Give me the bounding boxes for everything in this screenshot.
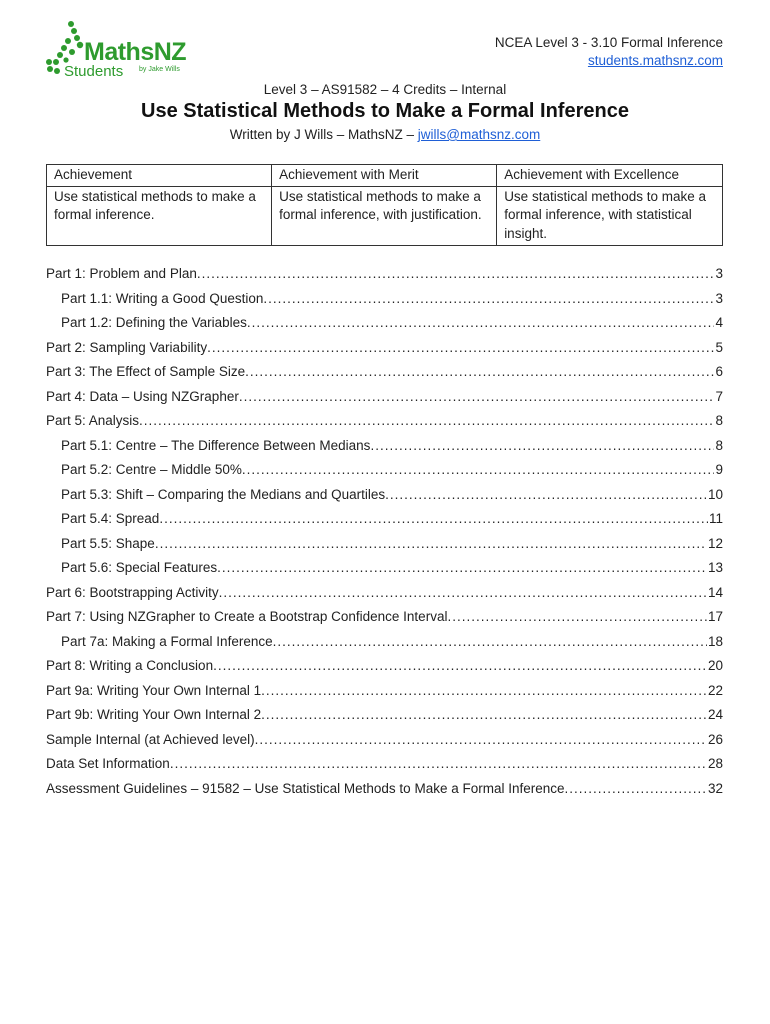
- toc-page: 24: [707, 707, 723, 722]
- toc-entry[interactable]: [46, 752, 723, 777]
- achievement-criteria-row: [47, 186, 723, 246]
- toc-leader: [385, 483, 707, 508]
- toc-page: 11: [708, 511, 723, 526]
- toc-page: 17: [707, 609, 723, 624]
- toc-leader: [139, 409, 714, 434]
- toc-label: Assessment Guidelines – 91582 – Use Statistical Methods to Make a Formal Inference: [46, 780, 565, 796]
- toc-leader: [159, 507, 708, 532]
- toc-page: 7: [715, 388, 723, 404]
- toc-leader: [170, 752, 707, 777]
- toc-page: 8: [715, 413, 723, 428]
- toc-label: Part 1.2: Defining the Variables: [61, 315, 247, 330]
- toc-label: Part 2: Sampling Variability: [46, 339, 208, 355]
- toc-label: Part 4: Data – Using NZGrapher: [46, 388, 239, 404]
- toc-page: 12: [707, 535, 723, 551]
- toc-entry[interactable]: [46, 262, 723, 287]
- standard-subtitle: Level 3 – AS91582 – 4 Credits – Internal: [263, 82, 507, 97]
- toc-leader: [245, 360, 714, 385]
- toc-page: 28: [707, 756, 723, 771]
- logo-brand: MathsNZ: [84, 38, 187, 66]
- toc-page: 3: [715, 266, 723, 281]
- logo-students: Students: [64, 63, 124, 80]
- toc-entry[interactable]: [46, 581, 723, 606]
- toc-label: Part 1.1: Writing a Good Question: [61, 290, 264, 306]
- toc-label: Part 5.6: Special Features: [61, 560, 218, 575]
- toc-entry[interactable]: [46, 654, 723, 679]
- toc-entry[interactable]: [46, 556, 723, 581]
- toc-leader: [263, 287, 714, 312]
- site-link[interactable]: students.mathsnz.com: [587, 53, 723, 68]
- toc-label: Sample Internal (at Achieved level): [46, 731, 255, 747]
- page-header: [495, 34, 723, 70]
- toc-entry[interactable]: [46, 458, 723, 483]
- toc-leader: [273, 630, 707, 655]
- toc-page: 5: [715, 339, 723, 355]
- toc-label: Part 6: Bootstrapping Activity: [46, 584, 219, 600]
- toc-page: 9: [715, 462, 723, 477]
- header-achievement: Achievement: [47, 165, 272, 187]
- toc-label: Part 8: Writing a Conclusion: [46, 658, 214, 673]
- toc-label: Part 9b: Writing Your Own Internal 2: [46, 707, 262, 722]
- toc-leader: [370, 434, 714, 459]
- toc-leader: [219, 581, 707, 606]
- toc-page: 8: [715, 437, 723, 453]
- toc-entry[interactable]: [46, 385, 723, 410]
- toc-entry[interactable]: [46, 728, 723, 753]
- table-of-contents: [46, 262, 723, 801]
- logo-byline: by Jake Wills: [139, 66, 180, 73]
- toc-label: Part 5: Analysis: [46, 413, 140, 428]
- toc-leader: [255, 728, 707, 753]
- toc-leader: [447, 605, 707, 630]
- toc-label: Data Set Information: [46, 756, 170, 771]
- mathsnz-logo: [44, 20, 204, 82]
- toc-entry[interactable]: [46, 336, 723, 361]
- toc-entry[interactable]: [46, 409, 723, 434]
- document-title: Use Statistical Methods to Make a Formal Inference: [141, 100, 629, 122]
- toc-leader: [155, 532, 707, 557]
- achievement-table: [46, 164, 723, 246]
- toc-entry[interactable]: [46, 703, 723, 728]
- toc-label: Part 5.1: Centre – The Difference Between Medians: [61, 437, 371, 453]
- header-merit: Achievement with Merit: [272, 165, 497, 187]
- toc-leader: [261, 679, 707, 704]
- criteria-merit: Use statistical methods to make a formal inference, with justification.: [272, 186, 497, 246]
- toc-page: 6: [715, 364, 723, 379]
- toc-leader: [197, 262, 715, 287]
- author-email-link[interactable]: jwills@mathsnz.com: [417, 127, 541, 142]
- toc-label: Part 7: Using NZGrapher to Create a Bootstrap Confidence Interval: [46, 609, 448, 624]
- toc-page: 3: [715, 290, 723, 306]
- toc-label: Part 5.3: Shift – Comparing the Medians and Quartiles: [61, 486, 386, 502]
- achievement-header-row: [47, 165, 723, 187]
- criteria-excellence: Use statistical methods to make a formal inference, with statistical insight.: [497, 186, 723, 246]
- toc-leader: [242, 458, 715, 483]
- toc-entry[interactable]: [46, 507, 723, 532]
- toc-entry[interactable]: [46, 434, 723, 459]
- toc-label: Part 3: The Effect of Sample Size: [46, 364, 246, 379]
- toc-entry[interactable]: [46, 287, 723, 312]
- toc-page: 26: [707, 731, 723, 747]
- toc-page: 13: [707, 560, 723, 575]
- toc-entry[interactable]: [46, 532, 723, 557]
- toc-leader: [239, 385, 715, 410]
- toc-entry[interactable]: [46, 605, 723, 630]
- toc-page: 14: [707, 584, 723, 600]
- toc-entry[interactable]: [46, 630, 723, 655]
- toc-leader: [213, 654, 707, 679]
- toc-label: Part 1: Problem and Plan: [46, 266, 197, 281]
- toc-label: Part 9a: Writing Your Own Internal 1: [46, 682, 262, 698]
- toc-entry[interactable]: [46, 360, 723, 385]
- toc-entry[interactable]: [46, 679, 723, 704]
- toc-entry[interactable]: [46, 777, 723, 802]
- toc-leader: [261, 703, 707, 728]
- toc-page: 32: [707, 780, 723, 796]
- author-line: [0, 127, 770, 142]
- toc-leader: [247, 311, 715, 336]
- toc-page: 20: [707, 658, 723, 673]
- author-prefix: Written by J Wills – MathsNZ –: [229, 127, 418, 142]
- toc-label: Part 5.4: Spread: [61, 511, 160, 526]
- toc-entry[interactable]: [46, 483, 723, 508]
- toc-label: Part 5.5: Shape: [61, 535, 155, 551]
- criteria-achievement: Use statistical methods to make a formal inference.: [47, 186, 272, 246]
- course-title: NCEA Level 3 - 3.10 Formal Inference: [494, 35, 723, 50]
- toc-leader: [207, 336, 714, 361]
- toc-page: 18: [707, 633, 723, 649]
- toc-entry[interactable]: [46, 311, 723, 336]
- toc-label: Part 5.2: Centre – Middle 50%: [61, 462, 242, 477]
- toc-leader: [565, 777, 707, 802]
- toc-page: 4: [715, 315, 723, 330]
- toc-page: 22: [707, 682, 723, 698]
- toc-page: 10: [707, 486, 723, 502]
- toc-label: Part 7a: Making a Formal Inference: [61, 633, 273, 649]
- header-excellence: Achievement with Excellence: [497, 165, 723, 187]
- toc-leader: [217, 556, 707, 581]
